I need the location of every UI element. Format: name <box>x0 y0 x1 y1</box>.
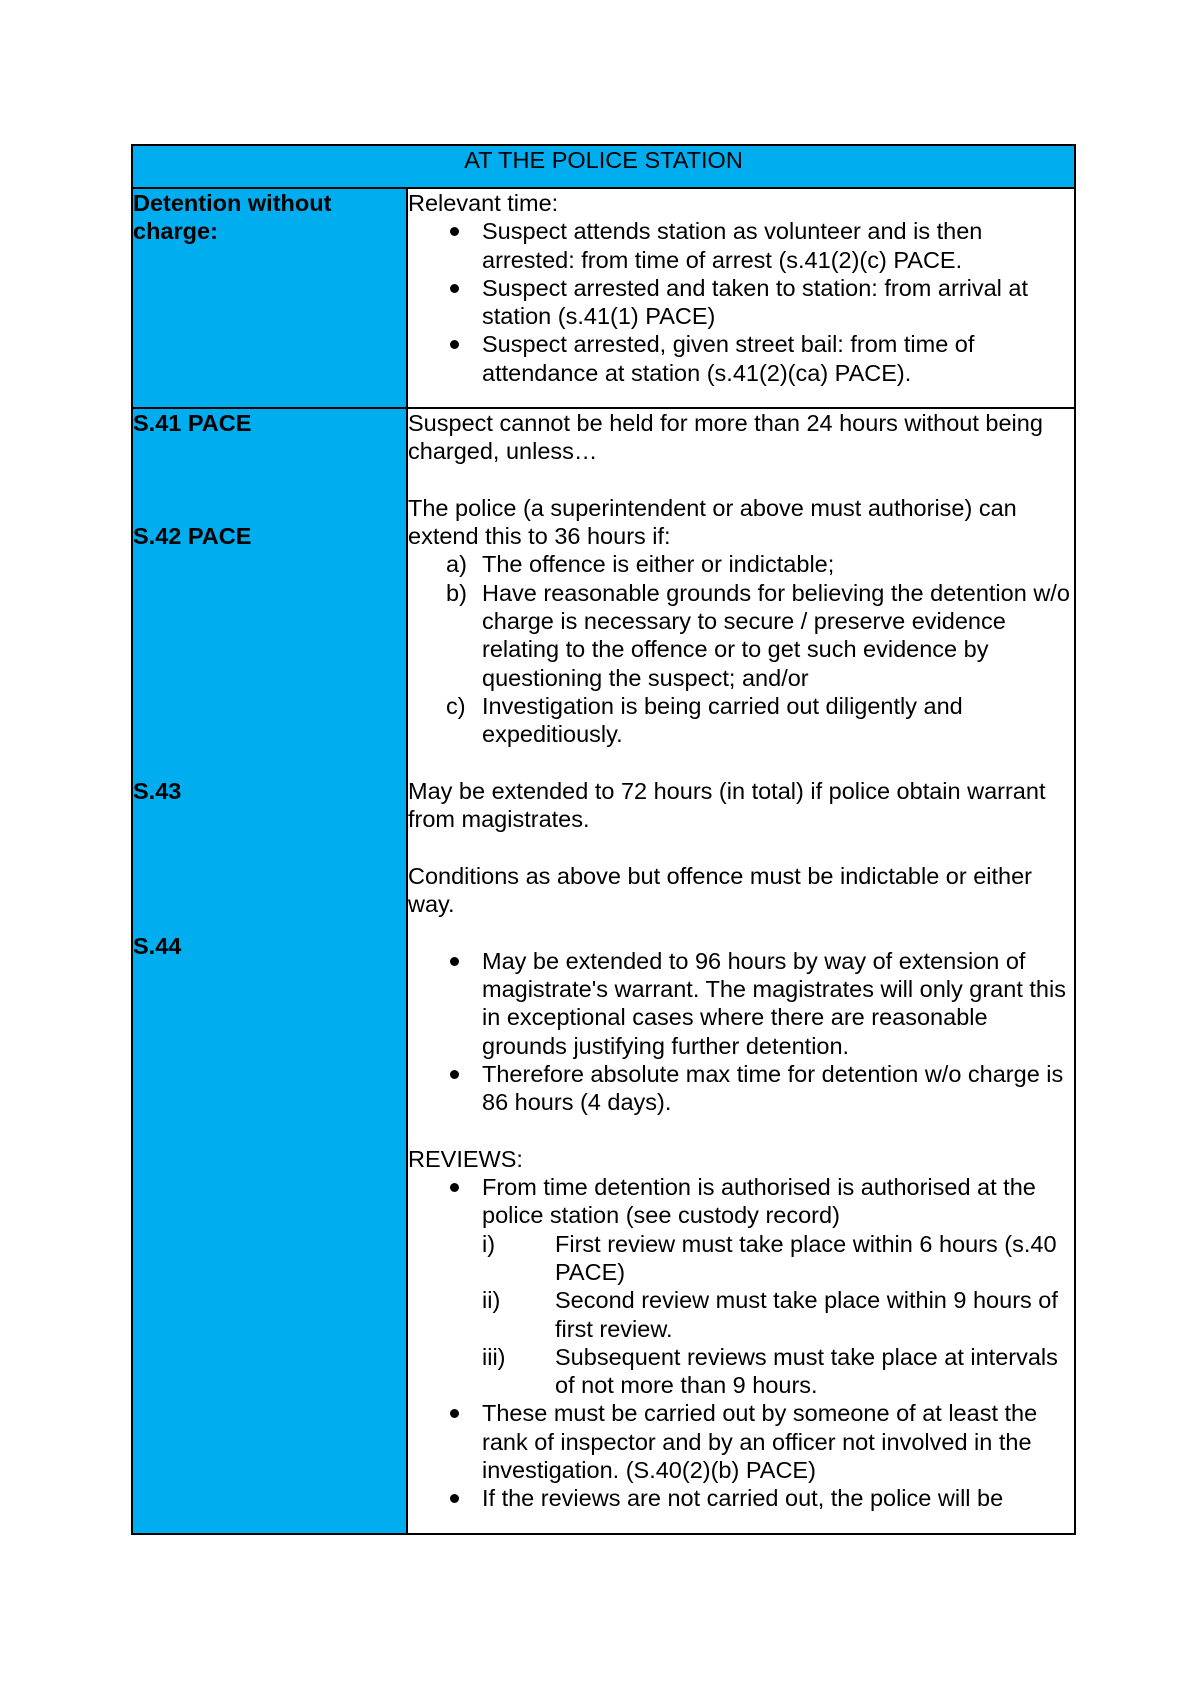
row-label-cell <box>132 188 407 408</box>
table-row <box>132 188 1075 408</box>
relevant-time-intro: Relevant time: <box>408 190 559 216</box>
section-label-s41: S.41 PACE <box>133 410 252 436</box>
list-item <box>408 1173 1074 1399</box>
list-item: May be extended to 96 hours by way of extension of magistrate's warrant. The magistrates will only grant this in exceptional cases where there are reasonable grounds justifying further detention. <box>408 947 1074 1060</box>
list-marker: i) <box>482 1230 496 1257</box>
list-item-text: The offence is either or indictable; <box>482 551 835 578</box>
list-item: If the reviews are not carried out, the police will be <box>408 1484 1074 1512</box>
list-item <box>482 1286 1074 1343</box>
reviews-sublist <box>482 1230 1074 1400</box>
list-item: Therefore absolute max time for detention w/o charge is 86 hours (4 days). <box>408 1060 1074 1117</box>
row-label-line: charge: <box>133 218 218 245</box>
reviews-bullet-list <box>408 1173 1074 1513</box>
table-header-row <box>132 145 1075 188</box>
list-item <box>408 550 1074 578</box>
s42-conditions-list <box>408 550 1074 748</box>
table-title: AT THE POLICE STATION <box>464 147 743 173</box>
list-item: These must be carried out by someone of at least the rank of inspector and by an officer not involved in the investigation. (S.40(2)(b) PACE) <box>408 1399 1074 1484</box>
reviews-heading: REVIEWS: <box>408 1145 523 1172</box>
s41-text: Suspect cannot be held for more than 24 hours without being charged, unless… <box>408 410 1043 465</box>
s42-text: The police (a superintendent or above must authorise) can extend this to 36 hours if: <box>408 494 1017 550</box>
table-header-cell <box>132 145 1075 188</box>
list-item-text: From time detention is authorised is authorised at the police station (see custody record) <box>482 1174 1036 1229</box>
list-item <box>408 692 1074 749</box>
list-item: Suspect arrested, given street bail: from time of attendance at station (s.41(2)(ca) PACE). <box>408 330 1074 387</box>
list-item-text: Subsequent reviews must take place at intervals of not more than 9 hours. <box>555 1343 1058 1399</box>
list-item: Suspect arrested and taken to station: from arrival at station (s.41(1) PACE) <box>408 274 1074 331</box>
list-marker: c) <box>446 692 466 719</box>
list-item <box>408 579 1074 692</box>
s43-conditions-text: Conditions as above but offence must be indictable or either way. <box>408 862 1033 918</box>
bullet-list <box>408 217 1074 387</box>
row-content-cell <box>407 408 1075 1534</box>
s43-text: May be extended to 72 hours (in total) if police obtain warrant from magistrates. <box>408 777 1046 833</box>
list-item: Suspect attends station as volunteer and is then arrested: from time of arrest (s.41(2)(c) PACE. <box>408 217 1074 274</box>
table-row <box>132 408 1075 1534</box>
s44-bullet-list <box>408 947 1074 1117</box>
row-label-line: Detention without <box>133 190 332 216</box>
section-label-s42: S.42 PACE <box>133 523 252 550</box>
row-content-cell <box>407 188 1075 408</box>
police-station-table <box>131 144 1076 1535</box>
row-label-cell <box>132 408 407 1534</box>
section-label-s43: S.43 <box>133 777 182 804</box>
list-item <box>482 1343 1074 1400</box>
list-marker: b) <box>446 579 467 606</box>
list-item-text: First review must take place within 6 hours (s.40 PACE) <box>555 1230 1057 1285</box>
list-marker: a) <box>446 551 467 578</box>
list-item-text: Have reasonable grounds for believing the detention w/o charge is necessary to secure / preserve evidence relating to the offence or to get such evidence by questioning the suspect; and/or <box>482 579 1070 691</box>
list-marker: iii) <box>482 1343 506 1370</box>
list-item-text: Second review must take place within 9 hours of first review. <box>555 1287 1058 1342</box>
list-item-text: Investigation is being carried out diligently and expeditiously. <box>482 692 963 748</box>
list-marker: ii) <box>482 1287 501 1314</box>
list-item <box>482 1230 1074 1287</box>
section-label-s44: S.44 <box>133 933 182 960</box>
